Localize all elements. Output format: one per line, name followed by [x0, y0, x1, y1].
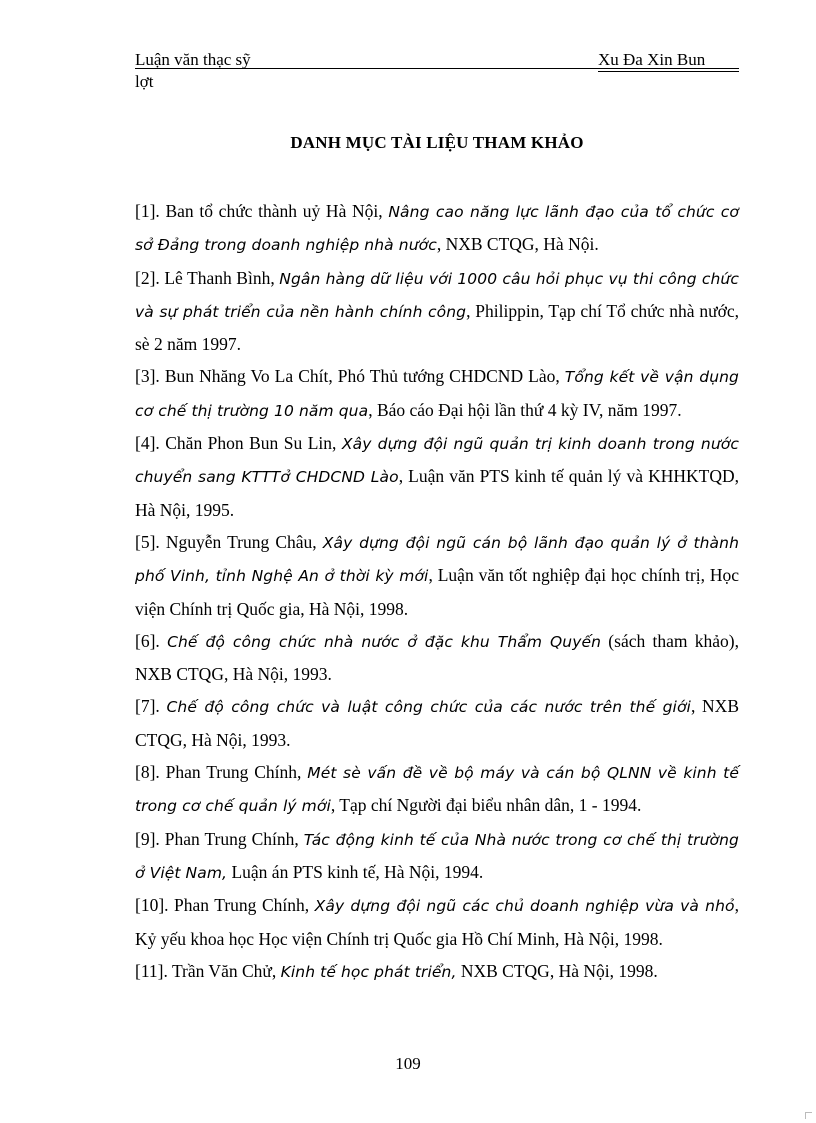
reference-publication: (sách tham khảo), NXB CTQG, Hà Nội, 1993. — [135, 630, 739, 685]
reference-item — [135, 823, 739, 890]
reference-publication: , Luận văn PTS kinh tế quản lý và KHHKTQD, Hà Nội, 1995. — [135, 466, 739, 520]
header-left: Luận văn thạc sỹ — [135, 50, 251, 69]
reference-number: [10]. — [135, 895, 169, 916]
reference-item — [135, 526, 739, 625]
reference-author: Phan Trung Chính, — [168, 895, 315, 916]
header-rule — [135, 68, 739, 69]
reference-author — [160, 631, 167, 651]
reference-item — [135, 427, 739, 526]
reference-title: Xây dựng đội ngũ các chủ doanh nghiệp vừa và nhỏ — [314, 897, 735, 916]
reference-title: Nâng cao năng lực lãnh đạo của tổ chức cơ sở Đảng trong doanh nghiệp nhà nước — [135, 203, 739, 255]
page-number: 109 — [395, 1054, 421, 1073]
reference-item — [135, 195, 739, 262]
reference-item — [135, 262, 739, 361]
page-corner-mark — [805, 1112, 812, 1119]
reference-author: Nguyễn Trung Châu, — [159, 531, 323, 552]
reference-title: Xây dựng đội ngũ quản trị kinh doanh trong nước chuyển sang KTTTở CHDCND Lào — [135, 435, 739, 487]
reference-publication: , Philippin, Tạp chí Tổ chức nhà nước, sè 2 năm 1997. — [135, 300, 739, 355]
header-right: Xu Đa Xin Bun — [598, 50, 706, 69]
reference-title: Tác động kinh tế của Nhà nước trong cơ chế thị trường ở Việt Nam, — [135, 830, 739, 882]
reference-title: Chế độ công chức và luật công chức của các nước trên thế giới — [166, 698, 691, 717]
reference-author: Phan Trung Chính, — [159, 828, 304, 849]
reference-title: Mét sè vấn đề về bộ máy và cán bộ QLNN về kinh tế trong cơ chế quản lý mới — [135, 764, 739, 816]
reference-author: Trần Văn Chử, — [167, 960, 281, 981]
reference-publication: Luận án PTS kinh tế, Hà Nội, 1994. — [227, 861, 484, 882]
reference-author: Lê Thanh Bình, — [159, 267, 280, 288]
reference-publication: , NXB CTQG, Hà Nội, 1993. — [135, 696, 739, 750]
reference-publication: NXB CTQG, Hà Nội, 1998. — [456, 960, 658, 981]
reference-publication: , Kỷ yếu khoa học Học viện Chính trị Quốc gia Hồ Chí Minh, Hà Nội, 1998. — [135, 895, 739, 949]
reference-author: Ban tổ chức thành uỷ Hà Nội, — [159, 201, 389, 221]
reference-item — [135, 756, 739, 823]
reference-author — [160, 696, 167, 716]
reference-publication: , Báo cáo Đại hội lần thứ 4 kỳ IV, năm 1997. — [368, 399, 682, 420]
reference-number: [2]. — [135, 267, 160, 288]
reference-author: Chăn Phon Bun Su Lin, — [159, 433, 342, 454]
reference-author: Bun Nhăng Vo La Chít, Phó Thủ tướng CHDCND Lào, — [159, 366, 565, 387]
reference-author: Phan Trung Chính, — [159, 762, 308, 783]
reference-item — [135, 690, 739, 756]
reference-number: [7]. — [135, 696, 160, 717]
reference-publication: , Tạp chí Người đại biểu nhân dân, 1 - 1994. — [330, 795, 642, 816]
reference-number: [11]. — [135, 960, 168, 981]
reference-number: [3]. — [135, 366, 160, 387]
reference-list — [135, 195, 739, 988]
reference-item — [135, 955, 739, 988]
reference-number: [6]. — [135, 630, 160, 651]
reference-title: Chế độ công chức nhà nước ở đặc khu Thẩm Quyến — [167, 632, 602, 651]
reference-item — [135, 625, 739, 691]
reference-publication: , Luận văn tốt nghiệp đại học chính trị, Học viện Chính trị Quốc gia, Hà Nội, 1998. — [135, 565, 740, 619]
reference-title: Kinh tế học phát triển, — [280, 962, 457, 981]
reference-title: Ngân hàng dữ liệu với 1000 câu hỏi phục vụ thi công chức và sự phát triển của nền hành chính công — [135, 269, 739, 321]
reference-title: Tổng kết về vận dụng cơ chế thị trường 10 năm qua — [135, 368, 739, 420]
reference-number: [8]. — [135, 762, 160, 783]
header-rule-secondary — [598, 71, 739, 72]
reference-item — [135, 889, 739, 955]
reference-item — [135, 360, 739, 427]
page-title: DANH MỤC TÀI LIỆU THAM KHẢO — [290, 133, 584, 152]
reference-number: [5]. — [135, 531, 160, 552]
header-left-wrap: lợt — [135, 72, 154, 91]
reference-title: Xây dựng đội ngũ cán bộ lãnh đạo quản lý ở thành phố Vinh, tỉnh Nghệ An ở thời kỳ mới — [135, 533, 739, 586]
reference-number: [1]. — [135, 201, 160, 221]
reference-number: [4]. — [135, 433, 160, 454]
reference-publication: , NXB CTQG, Hà Nội. — [436, 234, 599, 255]
reference-number: [9]. — [135, 828, 160, 849]
